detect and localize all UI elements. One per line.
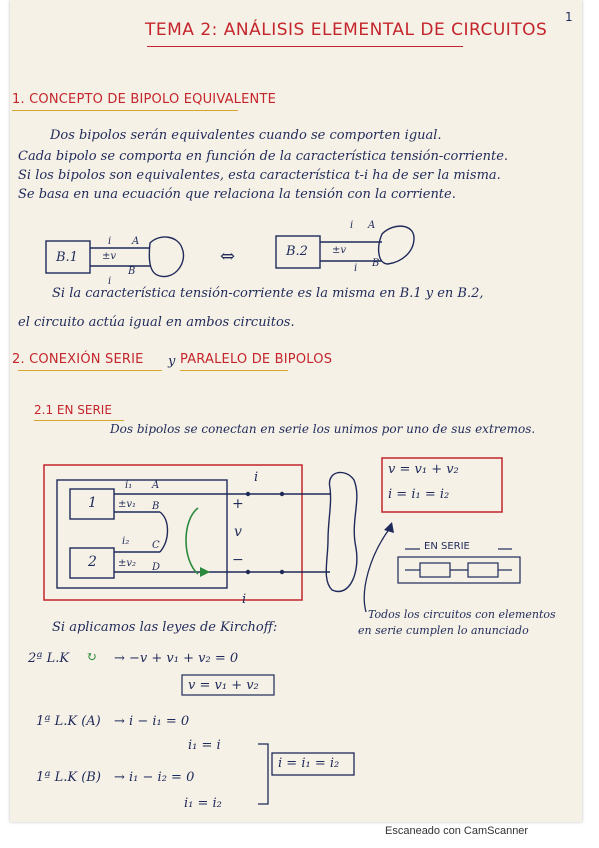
note-line-1: Todos los circuitos con elementos [368, 608, 556, 621]
page-number: 1 [565, 10, 573, 24]
kcl-bracket [258, 744, 268, 804]
b2-current-bottom: i [354, 263, 358, 274]
current-i1: i₁ [125, 480, 133, 491]
node-c: C [152, 540, 160, 551]
section2-heading-part2: PARALELO DE BIPOLOS [180, 352, 333, 367]
series-intro: Dos bipolos se conectan en serie los unimos por uno de sus extremos. [110, 422, 536, 436]
kcl-b-equation: → i₁ − i₂ = 0 [114, 770, 195, 785]
kvl-equation: → −v + v₁ + v₂ = 0 [114, 651, 239, 666]
series-eq-current: i = i₁ = i₂ [388, 487, 450, 502]
current-i-top: i [254, 470, 259, 485]
series-load-blob [326, 472, 357, 591]
kcl-b-label: 1ª L.K (B) [36, 770, 101, 785]
kcl-a-label: 1ª L.K (A) [36, 714, 101, 729]
bipolo-2-label: 2 [88, 554, 97, 570]
subsection-underline [34, 420, 124, 421]
b2-label: B.2 [286, 244, 308, 259]
b2-current: i [350, 220, 354, 231]
minus-sign: − [232, 552, 244, 568]
en-serie-label: EN SERIE [424, 541, 470, 552]
node-a: A [152, 480, 160, 491]
note-arrow [364, 528, 390, 612]
kcl-a-equation: → i − i₁ = 0 [114, 714, 190, 729]
kvl-loop-arrow [186, 508, 198, 574]
series-outer-frame [44, 465, 302, 600]
b2-voltage: ±v [332, 245, 347, 256]
series-eq-voltage: v = v₁ + v₂ [388, 462, 459, 477]
final-result: i = i₁ = i₂ [278, 756, 340, 771]
section1-line-4: Se basa en una ecuación que relaciona la tensión con la corriente. [18, 187, 456, 202]
b1-node-a: A [132, 236, 140, 247]
section1-conclusion-1: Si la característica tensión-corriente es la misma en B.1 y en B.2, [52, 286, 484, 301]
voltage-v1: ±v₁ [118, 499, 137, 510]
kvl-label: 2ª L.K [28, 651, 70, 666]
b2-node-a: A [368, 220, 376, 231]
section1-line-1: Dos bipolos serán equivalentes cuando se comporten igual. [50, 128, 442, 143]
kvl-loop-icon: ↻ [86, 650, 97, 665]
bipolo-1-label: 1 [88, 495, 97, 511]
section2-underline-1 [18, 370, 162, 371]
scanner-watermark: Escaneado con CamScanner [385, 825, 529, 837]
current-i2: i₂ [122, 536, 130, 547]
b2-node-b: B [372, 258, 380, 269]
voltage-v: v [234, 524, 242, 540]
series-resistor-2 [468, 563, 498, 577]
note-line-2: en serie cumplen lo anunciado [358, 624, 529, 637]
section2-heading-part1: 2. CONEXIÓN SERIE [12, 352, 144, 367]
b1-current-bottom: i [108, 276, 112, 287]
voltage-v2: ±v₂ [118, 558, 137, 569]
kcl-a-result: i₁ = i [188, 738, 221, 753]
section2-underline-2 [180, 370, 288, 371]
b1-node-b: B [128, 266, 136, 277]
section2-heading-join: y [168, 354, 176, 369]
b1-voltage: ±v [102, 251, 117, 262]
equivalence-symbol: ⇔ [220, 246, 236, 267]
kcl-b-result: i₁ = i₂ [184, 796, 222, 811]
load-blob-2 [379, 226, 414, 264]
plus-sign: + [232, 496, 244, 512]
kvl-result: v = v₁ + v₂ [188, 678, 259, 693]
b1-current: i [108, 236, 112, 247]
b1-label: B.1 [56, 250, 78, 265]
section1-line-3: Si los bipolos son equivalentes, esta característica t-i ha de ser la misma. [18, 168, 501, 183]
section1-conclusion-2: el circuito actúa igual en ambos circuitos. [18, 315, 295, 330]
current-i-bottom: i [242, 592, 247, 607]
notebook-page [10, 0, 582, 822]
section1-line-2: Cada bipolo se comporta en función de la característica tensión-corriente. [18, 149, 509, 164]
section1-heading: 1. CONCEPTO DE BIPOLO EQUIVALENTE [12, 92, 277, 107]
series-resistor-1 [420, 563, 450, 577]
subsection-heading: 2.1 EN SERIE [34, 403, 112, 417]
load-blob-1 [149, 237, 183, 277]
kirchhoff-intro: Si aplicamos las leyes de Kirchoff: [52, 620, 278, 635]
node-b: B [152, 501, 160, 512]
page-title: TEMA 2: ANÁLISIS ELEMENTAL DE CIRCUITOS [145, 20, 548, 40]
node-d: D [152, 562, 161, 573]
